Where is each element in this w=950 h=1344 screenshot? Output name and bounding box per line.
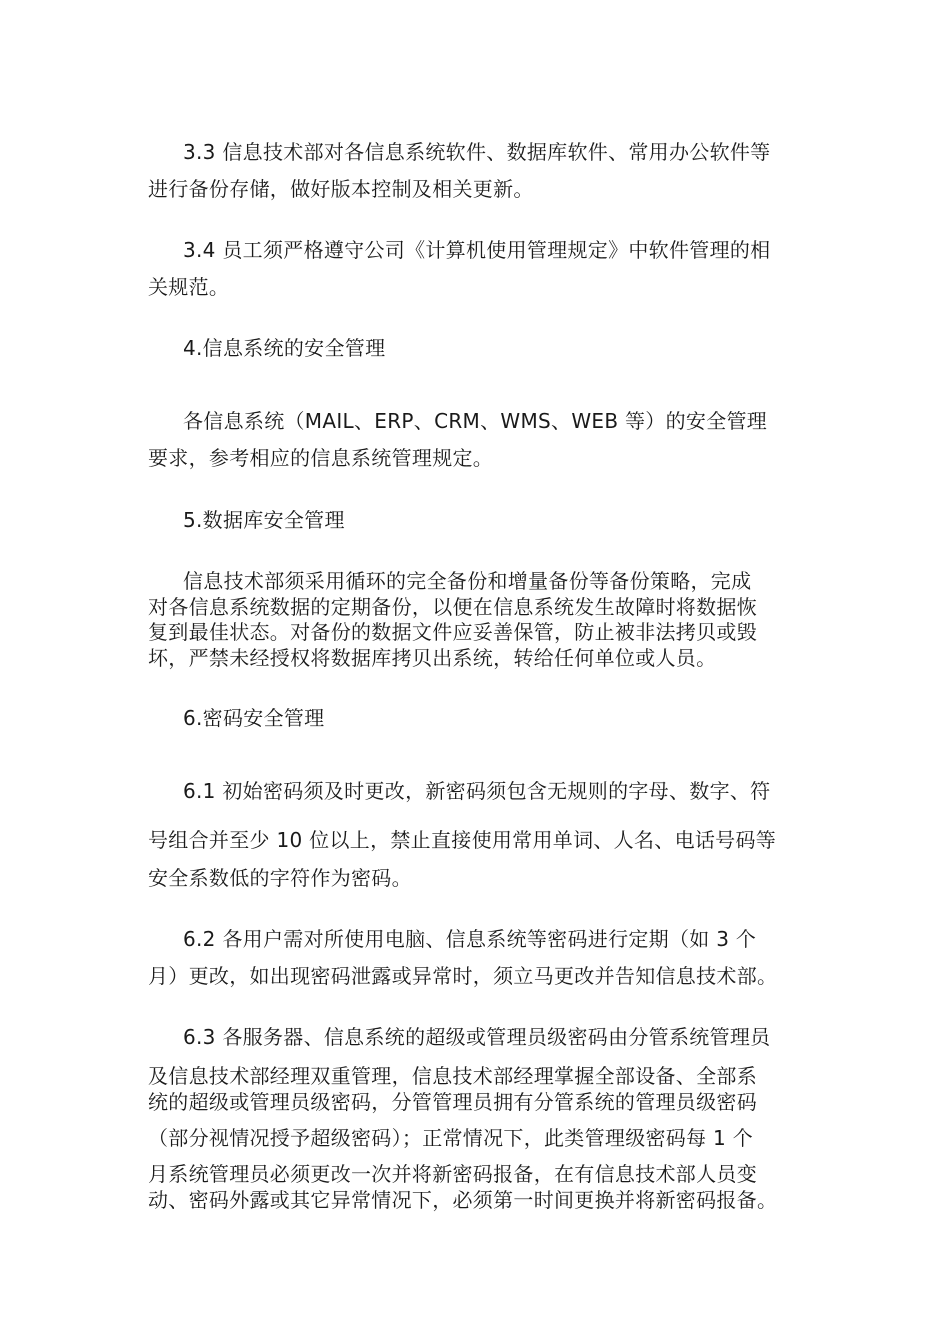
paragraph-3-3-line-1: 3.3 信息技术部对各信息系统软件、数据库软件、常用办公软件等 xyxy=(183,140,771,164)
paragraph-6-3-line-5: 月系统管理员必须更改一次并将新密码报备，在有信息技术部人员变 xyxy=(148,1162,757,1186)
section-4-heading: 4.信息系统的安全管理 xyxy=(183,336,386,360)
paragraph-6-2-line-2: 月）更改，如出现密码泄露或异常时，须立马更改并告知信息技术部。 xyxy=(148,964,778,988)
section-5-heading: 5.数据库安全管理 xyxy=(183,508,345,532)
paragraph-6-3-line-3: 统的超级或管理员级密码，分管管理员拥有分管系统的管理员级密码 xyxy=(148,1090,757,1114)
paragraph-6-3-line-6: 动、密码外露或其它异常情况下，必须第一时间更换并将新密码报备。 xyxy=(148,1188,778,1212)
paragraph-6-3-line-1: 6.3 各服务器、信息系统的超级或管理员级密码由分管系统管理员 xyxy=(183,1025,771,1049)
section-4-body-line-2: 要求，参考相应的信息系统管理规定。 xyxy=(148,446,494,470)
section-4-body-line-1: 各信息系统（MAIL、ERP、CRM、WMS、WEB 等）的安全管理 xyxy=(183,409,768,433)
paragraph-3-4-line-2: 关规范。 xyxy=(148,275,230,299)
section-5-body-line-2: 对各信息系统数据的定期备份，以便在信息系统发生故障时将数据恢 xyxy=(148,595,757,619)
paragraph-3-4-line-1: 3.4 员工须严格遵守公司《计算机使用管理规定》中软件管理的相 xyxy=(183,238,771,262)
section-5-body-line-4: 坏，严禁未经授权将数据库拷贝出系统，转给任何单位或人员。 xyxy=(148,646,717,670)
paragraph-6-3-line-2: 及信息技术部经理双重管理，信息技术部经理掌握全部设备、全部系 xyxy=(148,1064,757,1088)
section-6-heading: 6.密码安全管理 xyxy=(183,706,325,730)
paragraph-6-3-line-4: （部分视情况授予超级密码）；正常情况下，此类管理级密码每 1 个 xyxy=(148,1126,754,1150)
paragraph-6-1-line-1: 6.1 初始密码须及时更改，新密码须包含无规则的字母、数字、符 xyxy=(183,779,771,803)
section-5-body-line-3: 复到最佳状态。对备份的数据文件应妥善保管，防止被非法拷贝或毁 xyxy=(148,620,757,644)
paragraph-6-1-line-3: 安全系数低的字符作为密码。 xyxy=(148,866,412,890)
paragraph-6-1-line-2: 号组合并至少 10 位以上，禁止直接使用常用单词、人名、电话号码等 xyxy=(148,828,777,852)
section-5-body-line-1: 信息技术部须采用循环的完全备份和增量备份等备份策略，完成 xyxy=(183,569,752,593)
paragraph-6-2-line-1: 6.2 各用户需对所使用电脑、信息系统等密码进行定期（如 3 个 xyxy=(183,927,757,951)
paragraph-3-3-line-2: 进行备份存储，做好版本控制及相关更新。 xyxy=(148,177,534,201)
